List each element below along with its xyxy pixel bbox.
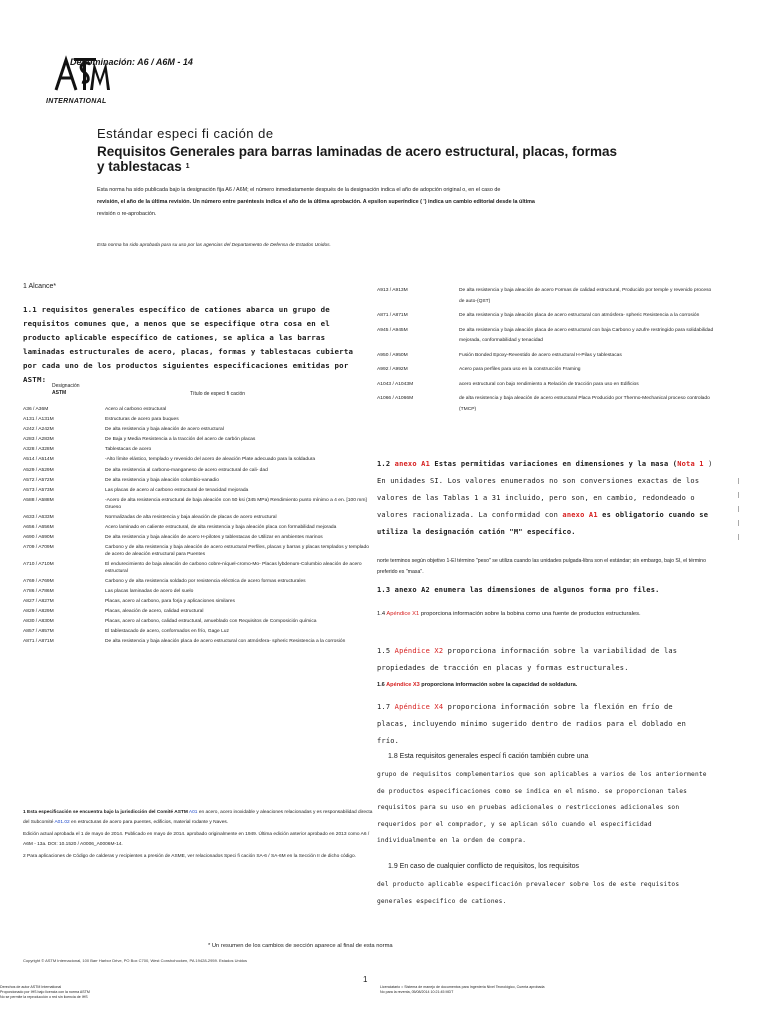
note-1: norte terminos según objetivo 1-El término "peso" se utiliza cuando las unidades pulgada-libra son el estándar; sin embargo, bajo SI, el término preferido es "masa". [377,558,706,575]
title-cell: De alta resistencia y baja aleación placa de acero estructural con baja Carbono y azufre restringido para solidabilidad mejorada, conformabilidad y tenacidad [459,327,714,343]
appendix-x2-link[interactable]: Apéndice X2 [394,647,444,655]
designation-cell: A690 / A690M [23,534,54,540]
table-row [377,351,717,362]
table-row [23,515,373,522]
designation: Denominación: A6 / A6M - 14 [70,57,193,67]
appendix-x4-link[interactable]: Apéndice X4 [394,703,444,711]
designation-cell: A710 / A710M [23,561,54,567]
title-cell: Placas, aleación de acero, calidad estructural [105,609,204,615]
designation-cell: A242 / A242M [23,427,54,433]
title-cell: Fusión Bonded Epoxy-Revestido de acero estructural H-Pilas y tablestacas [459,352,622,358]
paragraph-1-7 [377,699,697,750]
license-left-line-1: Derechos de autor ASTM International [0,985,62,989]
table-row [23,407,373,414]
designation-cell: A656 / A656M [23,524,54,530]
title-cell: De alta resistencia y baja aleación columbio-vanadio [105,477,219,483]
margin-mark [738,534,739,540]
standard-title: Estándar especi fi cación de [97,126,274,141]
table-row [23,562,373,576]
table-row [23,437,373,444]
table-header-designation: Designación [52,383,80,389]
designation-cell: A871 / A871M [23,639,54,645]
table-row [23,609,373,616]
appendix-x3-link[interactable]: Apéndice X3 [386,682,420,688]
page-number: 1 [363,975,368,984]
intro-line-3: revisión o re-aprobación. [97,211,157,217]
copyright: Copyright © ASTM Internacional, 100 Barr Harbor Drive, PO Box C700, West Conshohocken, PA 19428-2959. Estados Unidos [23,958,248,963]
table-row [23,579,373,586]
p16-number: 1.6 [377,682,385,688]
p16-text: proporciona información sobre la capacidad de soldadura. [421,682,578,688]
intro-line-1: Esta norma ha sido publicada bajo la designación fija A6 / A6M; el número inmediatamente después de la designación indica el año de adopción original o, en el caso de [97,187,501,193]
paragraph-1-5 [377,643,717,677]
table-row [377,326,717,347]
footnote-1-text-b: en acero, acero inoxidable y aleaciones relacionadas y es responsabilidad directa del Subcomité [23,810,373,825]
table-row [23,447,373,454]
designation-cell: A945 / A945M [377,327,408,333]
table-row [23,629,373,636]
designation-cell: A572 / A572M [23,477,54,483]
p12-text-c: es obligatorio cuando se utiliza la designación catión "M" específico. [377,511,709,536]
designation-cell: A529 / A529M [23,467,54,473]
table-row [23,417,373,424]
title-cell: De alta resistencia y baja aleación de acero estructural [105,427,224,433]
designation-cell: A328 / A328M [23,447,54,453]
designation-cell: A36 / A36M [23,407,49,412]
title-cell: Placas, acero al carbono, calidad estructural, amueblado con Requisitos de Composición química [105,619,317,625]
table-row [377,311,717,322]
table-row [23,457,373,464]
appendix-x1-link[interactable]: Apéndice X1 [386,611,420,617]
footnotes [23,808,373,862]
title-cell: Acero laminado en caliente estructural, de alta resistencia y baja aleación placa con formabilidad mejorada [105,524,337,530]
title-cell: De alta resistencia y baja aleación de acero Formas de calidad estructural, Producido por temple y revenido proceso de auto-(QST) [459,288,712,304]
table-row [23,639,373,646]
table-row [23,498,373,512]
table-row [23,488,373,495]
designation-cell: A514 / A514M [23,457,54,463]
paragraph-1-3: 1.3 anexo A2 enumera las dimensiones de algunos forma pro files. [377,586,660,594]
title-cell: Las placas laminadas de acero del suelo [105,588,194,594]
intro-block [97,184,687,220]
title-cell: De alta resistencia y baja aleación placa de acero estructural con atmósfera- spheric Resistencia a la corrosión [459,313,700,318]
designation-cell: A769 / A769M [23,578,54,584]
p17-number: 1.7 [377,703,391,711]
title-cell: El tablestacado de acero, conformados en frío, Gage Luz [105,629,229,635]
title-cell: Acero para perfiles para uso en la construcción Framing [459,367,581,372]
designation-cell: A283 / A283M [23,437,54,443]
table-header-astm: ASTM [52,390,67,396]
footnote-edition: Edición actual aprobada el 1 de mayo de 2014. Publicado en mayo de 2014. aprobado originalmente en 1949. Última edición anterior aprobado en 2013 como A6 / A6M - 13a. DOI: 10.1520 / A0006_A0006M-14. [23,832,370,847]
paragraph-1-9-lead: 1.9 En caso de cualquier conflicto de requisitos, los requisitos [388,863,580,870]
title-cell: -Alto límite elástico, templado y revenido del acero de aleación Plate adecuado para la soldadura [105,457,316,463]
table-row [377,394,717,415]
designation-cell: A830 / A830M [23,619,54,625]
change-summary-note: * Un resumen de los cambios de sección aparece al final de esta norma [208,943,393,949]
note-1-link[interactable]: Nota 1 [677,460,704,468]
paragraph-1-9-body: del producto aplicable especificación prevalecer sobre los de este requisitos generales especifico de cationes. [377,881,680,905]
margin-mark [738,506,739,512]
designation-cell: A573 / A573M [23,487,54,493]
title-cell: -Acero de alta resistencia estructural de baja aleación con 50 ksi (345 MPa) Rendimiento punto mínimo a 4 en. [100 mm] Grueso [105,497,367,510]
annex-a1-link-2[interactable]: anexo A1 [562,511,598,519]
margin-mark [738,478,739,484]
title-footnote-ref[interactable]: 1 [185,163,190,170]
footnote-1 [23,808,373,828]
table-row [23,589,373,596]
designation-cell: A588 / A588M [23,497,54,503]
designation-cell: A1066 / A1066M [377,396,414,401]
title-cell: De Baja y Media Resistencia a la tracción del acero de carbón placas [105,437,256,443]
paragraph-1-2 [377,456,717,541]
p12-text-b: ) En unidades SI. Los valores enumerados no son conversiones exactas de los valores de las Tablas 1 a 31 incluido, pero son, en cambio, redondeado o valores racionalizada. La conformidad con [377,460,713,519]
table-row [377,365,717,376]
paragraph-1-8-body: grupo de requisitos complementarios que son aplicables a varios de los anteriormente de productos especificaciones como se indica en el mismo. se proporcionan tales requisitos para su uso en pruebas adicionales o restricciones adicionales son requeridos por el comprador, y se aplican sólo cuando el especificidad individualmente en la orden de compra. [377,771,707,844]
designation-cell: A913 / A913M [377,288,408,293]
license-left-line-2: Proporcionado por IHS bajo licencia con la norma ASTM [0,990,90,994]
table-row [23,599,373,606]
designation-cell: A857 / A857M [23,629,54,635]
table-header-title: Título de especi fi cación [190,391,246,397]
designation-cell: A827 / A827M [23,598,54,604]
table-row [23,535,373,542]
specifications-table [23,407,373,649]
designation-cell: A871 / A871M [377,313,408,318]
title-cell: Tablestacas de acero [105,447,152,453]
title-cell: De alta resistencia al carbono-manganeso de acero estructural de cali- dad [105,467,268,473]
table-row [23,478,373,485]
footnote-2: 2 Para aplicaciones de Código de calderas y recipientes a presión de ASME, ver relacionados Speci fi cación SA-6 / SA-6M en la Sección II de dicho código. [23,854,357,859]
license-left-line-3: No se permite la reproducción o red sin licencia de IHS [0,995,88,999]
footnote-1-text-a: 1 Esta especificación se encuentra bajo la jurisdicción del Comité ASTM [23,810,188,815]
license-right-line-2: No para la reventa, 05/08/2014 10:21:45 MDT [380,990,454,994]
p17-text: proporciona información sobre la flexión en frío de placas, incluyendo mínimo sugerido dentro de radios para el doblado en frío. [377,703,687,745]
margin-mark [738,492,739,498]
p14-text: proporciona información sobre la bobina como una fuente de productos estructurales. [420,611,641,617]
title-cell: Placas, acero al carbono, para forja y aplicaciones similares [105,598,235,604]
title-cell: Estructuras de acero para buques [105,417,179,423]
p15-text: proporciona información sobre la variabilidad de las propiedades de tracción en placas y formas estructurales. [377,647,678,672]
subcommittee-a0102-link[interactable]: A01.02 [54,820,70,825]
margin-mark [738,520,739,526]
title-cell: Carbono y de alta resistencia soldado por resistencia eléctrica de acero formas estructurales [105,578,306,584]
paragraph-1-4 [377,608,717,620]
designation-cell: A950 / A950M [377,352,408,358]
footnote-1-text-c: en estructuras de acero para puentes, edificios, material rodante y Naves. [71,820,229,825]
license-footer-right [380,985,680,995]
table-row [23,619,373,626]
specifications-table-continued [377,286,717,419]
p12-text-a: Estas permitidas variaciones en dimensiones y la masa ( [434,460,678,468]
p15-number: 1.5 [377,647,391,655]
title-cell: Normalizadas de alta resistencia y baja aleación de placas de acero estructural [105,514,277,520]
table-row [23,468,373,475]
designation-cell: A709 / A709M [23,545,54,551]
table-row [23,525,373,532]
committee-a01-link[interactable]: A01 [188,810,198,815]
designation-cell: A633 / A633M [23,514,54,520]
table-row [377,286,717,307]
section-heading: 1 Alcance* [23,283,57,290]
paragraph-1-6 [377,682,717,688]
license-footer-left [0,985,330,1000]
table-row [23,427,373,434]
designation-cell: A829 / A829M [23,609,54,615]
logo-sublabel: INTERNATIONAL [46,98,107,105]
title-cell: Acero al carbono estructural [105,407,167,412]
designation-cell: A786 / A786M [23,588,54,594]
approval-note: Esta norma ha sido aprobada para su uso por las agencias del Departamento de Defensa de Estados Unidos. [97,243,331,248]
designation-cell: A131 / A131M [23,417,54,423]
main-title-text: Requisitos Generales para barras laminadas de acero estructural, placas, formas y tablestacas [97,144,617,174]
title-cell: El endurecimiento de baja aleación de carbono cobre-níquel-cromo-Mo- Placas lybdenum-Columbio aleación de acero estructural [105,561,362,574]
table-row [377,380,717,391]
designation-cell: A992 / A992M [377,367,408,372]
title-cell: de alta resistencia y baja aleación de acero estructural Placa Producido por Thermo-Mechanical proceso controlado (TMCP) [459,396,710,412]
title-cell: acero estructural con bajo rendimiento a Relación de tracción para uso en Edificios [459,381,639,387]
designation-cell: A1043 / A1043M [377,381,414,387]
p12-number: 1.2 [377,460,391,468]
table-row [23,545,373,559]
title-cell: De alta resistencia y baja aleación de acero H-pilotes y tablestacas de Utilizar en ambientes marinos [105,534,323,540]
paragraph-1-1: 1.1 requisitos generales específico de cationes abarca un grupo de requisitos comunes que, a menos que se especifique otra cosa en el producto aplicable específico de cationes, se aplica a las barras laminadas estructurales de acero, placas, formas y tablestacas cubierta por cada uno de los productos siguientes especificaciones emitidas por ASTM: [23,305,354,384]
annex-a1-link[interactable]: anexo A1 [394,460,430,468]
title-cell: Carbono y de alta resistencia y baja aleación de acero estructural Perfiles, placas y barras y placas templados y templado de acero de aleación estructural para Puentes [105,545,369,557]
page-title [97,144,617,174]
title-cell: De alta resistencia y baja aleación placa de acero estructural con atmósfera- spheric Resistencia a la corrosión [105,639,346,645]
paragraph-1-8-lead: 1.8 Esta requisitos generales especí fi cación también cubre una [388,753,589,760]
license-right-line-1: Licenciatario = Sistema de manejo de documentos para Ingeniería Nivel Tecnológico, Cuenta aprobada [380,985,545,989]
intro-line-2: revisión, el año de la última revisión. Un número entre paréntesis indica el año de la última aprobación. A epsilon superíndice ( ') indica un cambio editorial desde la última [97,199,535,205]
title-cell: Las placas de acero al carbono estructural de tenacidad mejorada [105,487,249,493]
p14-number: 1.4 [377,611,386,617]
